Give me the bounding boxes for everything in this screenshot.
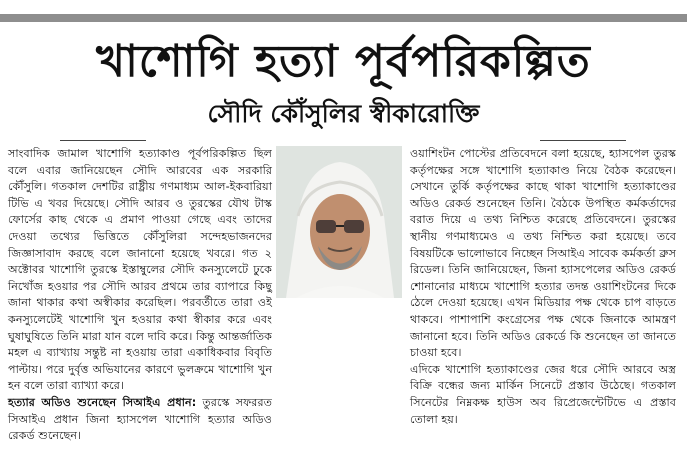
subhead-rule-left <box>60 140 146 141</box>
article-paragraph: এদিকে খাশোগি হত্যাকাণ্ডের জের ধরে সৌদি আরবে অস্ত্র বিক্রি বন্ধের জন্য মার্কিন সিনেটে প্রস্তাব উঠেছে। গতকাল সিনেটের নিম্নকক্ষ হাউস অব রিপ্রেজেন্টেটিভে এ প্রস্তাব তোলা হয়। <box>410 362 676 426</box>
article-right-column <box>410 146 676 428</box>
lead-rest-text: তুরস্কে সফররত সিআইএ প্রধান জিনা হ্যাসপেল খাশোগি হত্যার অডিও রেকর্ড শুনেছেন। <box>8 395 272 443</box>
portrait-illustration <box>276 146 402 298</box>
top-rule-bar <box>0 14 687 22</box>
portrait-photo <box>276 146 402 298</box>
subheadline: সৌদি কৌঁসুলির স্বীকারোক্তি <box>207 99 480 128</box>
article-paragraph-lead <box>8 395 272 445</box>
lead-bold-text: হত্যার অডিও শুনেছেন সিআইএ প্রধান: <box>8 395 197 409</box>
article-paragraph: ওয়াশিংটন পোস্টের প্রতিবেদনে বলা হয়েছে, হ্যাসপেল তুরস্ক কর্তৃপক্ষের সঙ্গে খাশোগি হত্যাকাণ্ড নিয়ে বৈঠক করেছেন। সেখানে তুর্কি কর্তৃপক্ষের কাছে থাকা খাশোগি হত্যাকাণ্ডের অডিও রেকর্ড শুনেছেন তিনি। বৈঠকে উপস্থিত কর্মকর্তাদের বরাত দিয়ে এ তথ্য নিশ্চিত করেছে প্রতিবেদনে। তুরস্কের স্থানীয় গণমাধ্যমেও এ তথ্য নিশ্চিত করা হয়েছে। তবে বিষয়টিকে ভালোভাবে নিচ্ছেন সিআইএ সাবেক কর্মকর্তা ব্রুস রিডেল। তিনি জানিয়েছেন, জিনা হ্যাসপেলের অডিও রেকর্ড শোনানোর মাধ্যমে খাশোগি হত্যার তদন্ত ওয়াশিংটনের দিকে ঠেলে দেওয়া হয়েছে। এখন মিডিয়ার পক্ষ থেকে চাপ বাড়তে থাকবে। পাশাপাশি কংগ্রেসের পক্ষ থেকে জিনাকে আমন্ত্রণ জানানো হবে। তিনি অডিও রেকর্ডে কি শুনেছেন তা জানতে চাওয়া হবে। <box>410 147 676 360</box>
headline: খাশোগি হত্যা পূর্বপরিকল্পিত <box>96 36 591 87</box>
article-paragraph: সাংবাদিক জামাল খাশোগি হত্যাকাণ্ড পূর্বপরিকল্পিত ছিল বলে এবার জানিয়েছেন সৌদি আরবের এক সরকারি কৌঁসুলি। গতকাল দেশটির রাষ্ট্রীয় গণমাধ্যম আল-ইকবারিয়া টিভি এ খবর দিয়েছে। সৌদি আরব ও তুরস্কের যৌথ টাস্ক ফোর্সের কাছ থেকে এ প্রমাণ পাওয়া গেছে এবং তাদের দেওয়া তথ্যের ভিত্তিতে কৌঁসুলিরা সন্দেহভাজনদের জিজ্ঞাসাবাদ করছে বলে জানানো হয়েছে খবরে। গত ২ অক্টোবর খাশোগি তুরস্কে ইস্তাম্বুলের সৌদি কনস্যুলেটে ঢুকে নিখোঁজ হওয়ার পর সৌদি আরব প্রথমে তার ব্যাপারে কিছু জানা থাকার কথা অস্বীকার করেছিল। পরবর্তীতে তারা ওই কনস্যুলেটেই খাশোগি খুন হওয়ার কথা স্বীকার করে এবং ঘুষাঘুষিতে তিনি মারা যান বলে দাবি করে। কিন্তু আন্তর্জাতিক মহল এ ব্যাখ্যায় সন্তুষ্ট না হওয়ায় তারা একাধিকবার বিবৃতি পাল্টায়। পরে দুর্বৃত্ত অভিযানের কারণে ভুলক্রমে খাশোগি খুন হন বলে তারা ব্যাখ্যা করে। <box>8 147 272 393</box>
subhead-rule-right <box>540 140 626 141</box>
article-left-column <box>8 146 272 445</box>
